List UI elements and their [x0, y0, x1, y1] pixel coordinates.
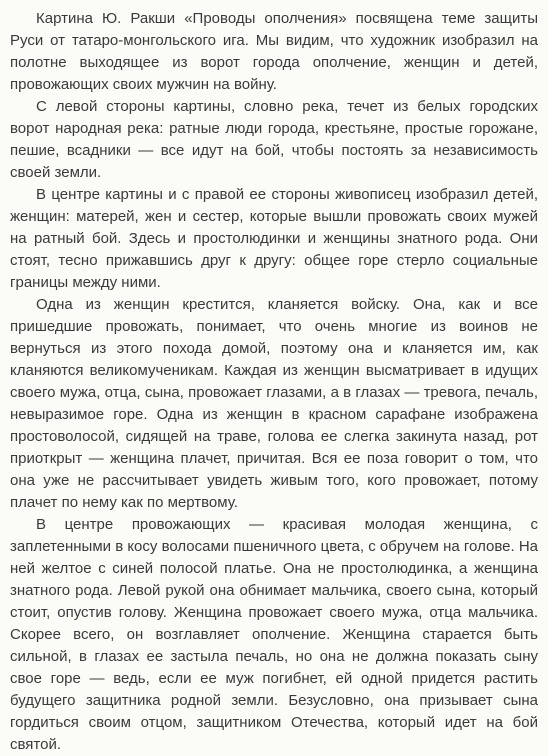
- paragraph-5: В центре провожающих — красивая молодая женщина, с заплетенными в косу волосами пшеничного цвета, с обручем на голове. На ней желтое с синей полосой платье. Она не простолюдинка, а женщина знатного рода. Левой рукой она обнимает мальчика, своего сына, который стоит, опустив голову. Женщина провожает своего мужа, отца мальчика. Скорее всего, он возглавляет ополчение. Женщина старается быть сильной, в глазах ее застыла печаль, но она не должна показать сыну свое горе — ведь, если ее муж погибнет, ей одной придется растить будущего защитника родной земли. Безусловно, она призывает сына гордиться своим отцом, защитником Отечества, который идет на бой святой.: [10, 516, 538, 753]
- paragraph-4: Одна из женщин крестится, кланяется войску. Она, как и все пришедшие провожать, понимает, что очень многие из воинов не вернуться из этого похода домой, поэтому она и кланяется им, как кланяются великомученикам. Каждая из женщин высматривает в идущих своего мужа, отца, сына, провожает глазами, а в глазах — тревога, печаль, невыразимое горе. Одна из женщин в красном сарафане изображена простоволосой, сидящей на траве, голова ее слегка закинута назад, рот приоткрыт — женщина плачет, причитая. Вся ее поза говорит о том, что она уже не рассчитывает увидеть живым того, кого провожает, потому плачет по нему как по мертвому.: [10, 296, 538, 511]
- paragraph-3: В центре картины и с правой ее стороны живописец изобразил детей, женщин: матерей, жен и сестер, которые вышли провожать своих мужей на ратный бой. Здесь и простолюдинки и женщины знатного рода. Они стоят, тесно прижавшись друг к другу: общее горе стерло социальные границы между ними.: [10, 186, 538, 291]
- paragraph-2: С левой стороны картины, словно река, течет из белых городских ворот народная река: ратные люди города, крестьяне, простые горожане, пешие, всадники — все идут на бой, чтобы постоять за независимость своей земли.: [10, 98, 538, 181]
- paragraph-1: Картина Ю. Ракши «Проводы ополчения» посвящена теме защиты Руси от татаро-монгольского ига. Мы видим, что художник изобразил на полотне выходящее из ворот города ополчение, женщин и детей, провожающих своих мужчин на войну.: [10, 10, 538, 93]
